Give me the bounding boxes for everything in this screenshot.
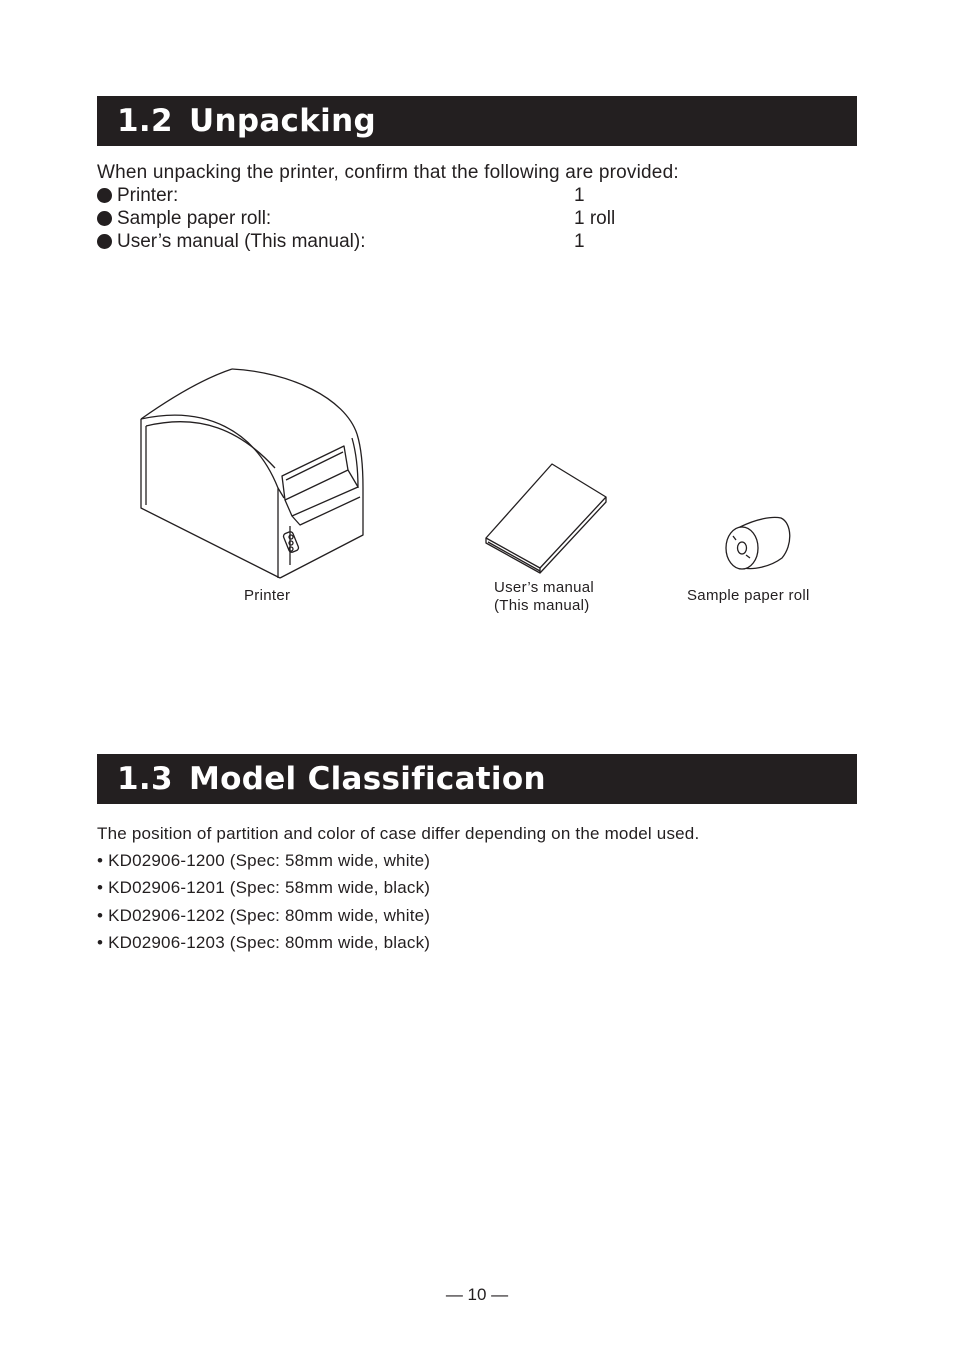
page-number: — 10 — (445, 1285, 509, 1304)
printer-caption: Printer (244, 587, 291, 604)
section-number: 1.3 (117, 761, 173, 797)
manual-caption-line: User’s manual (494, 579, 595, 596)
model-list (97, 850, 430, 959)
printer-illustration (141, 369, 363, 578)
model-description: The position of partition and color of case differ depending on the model used. (97, 824, 700, 843)
section-heading-model-classification (97, 754, 857, 804)
list-item: • KD02906-1203 (Spec: 80mm wide, black) (97, 932, 431, 952)
item-label: Sample paper roll: (117, 208, 272, 229)
list-item: • KD02906-1201 (Spec: 58mm wide, black) (97, 878, 431, 898)
section-number: 1.2 (117, 103, 173, 139)
item-label: User’s manual (This manual): (117, 231, 366, 252)
paper-roll-caption: Sample paper roll (687, 587, 810, 604)
item-label: Printer: (117, 185, 179, 206)
manual-illustration (486, 464, 606, 573)
manual-caption (494, 579, 594, 615)
section-title: Unpacking (189, 103, 376, 139)
list-item: • KD02906-1200 (Spec: 58mm wide, white) (97, 851, 431, 870)
section-title: Model Classification (189, 761, 546, 797)
item-quantity: 1 roll (574, 208, 616, 229)
item-quantity: 1 (574, 231, 585, 252)
list-item: • KD02906-1202 (Spec: 80mm wide, white) (97, 905, 431, 925)
unpacking-intro: When unpacking the printer, confirm that the following are provided: (97, 162, 679, 183)
manual-caption-line: (This manual) (494, 597, 590, 614)
item-quantity: 1 (574, 185, 585, 206)
paper-roll-illustration (726, 517, 790, 569)
